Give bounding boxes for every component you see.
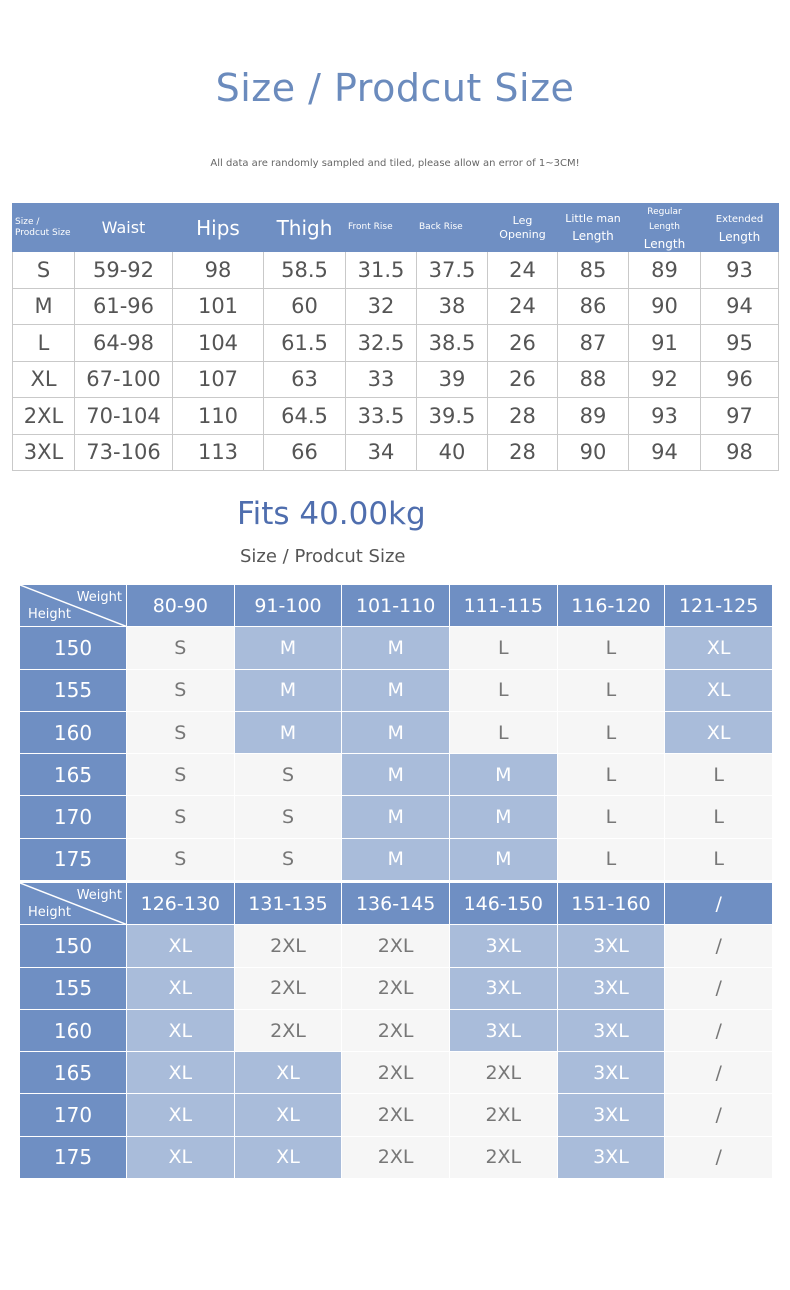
size-recommendation-cell: XL (127, 967, 235, 1009)
height-row (20, 1094, 773, 1136)
size-recommendation-cell: XL (234, 1052, 342, 1094)
size-recommendation-cell: S (234, 796, 342, 838)
weight-height-table-1 (19, 584, 773, 881)
size-recommendation-cell: 2XL (234, 967, 342, 1009)
size-value-cell: 94 (629, 434, 701, 471)
size-recommendation-cell: 2XL (342, 925, 450, 967)
weight-range-header: 80-90 (127, 585, 235, 627)
size-value-cell: 61-96 (75, 288, 173, 325)
header-waist: Waist (75, 204, 173, 252)
size-recommendation-cell: 3XL (449, 1009, 557, 1051)
size-value-cell: 89 (629, 252, 701, 289)
measurement-note: All data are randomly sampled and tiled, please allow an error of 1~3CM! (210, 158, 580, 169)
height-cell: 165 (20, 754, 127, 796)
size-value-cell: 104 (173, 325, 264, 362)
weight-range-header: 121-125 (665, 585, 773, 627)
size-value-cell: 92 (629, 361, 701, 398)
size-recommendation-cell: 2XL (342, 1052, 450, 1094)
size-value-cell: 39 (417, 361, 488, 398)
weight-range-header: / (665, 883, 773, 925)
size-label-cell: 2XL (13, 398, 75, 435)
size-recommendation-cell: / (665, 1094, 773, 1136)
size-value-cell: 101 (173, 288, 264, 325)
size-recommendation-cell: M (449, 754, 557, 796)
size-value-cell: 93 (629, 398, 701, 435)
size-value-cell: 85 (558, 252, 629, 289)
height-row (20, 711, 773, 753)
size-recommendation-cell: 2XL (342, 967, 450, 1009)
height-cell: 175 (20, 838, 127, 880)
size-value-cell: 98 (173, 252, 264, 289)
size-recommendation-cell: 3XL (449, 967, 557, 1009)
weight-range-header: 101-110 (342, 585, 450, 627)
size-value-cell: 90 (629, 288, 701, 325)
height-label: Height (28, 607, 71, 623)
weight-range-header: 151-160 (557, 883, 665, 925)
height-row (20, 838, 773, 880)
size-value-cell: 107 (173, 361, 264, 398)
size-recommendation-cell: S (234, 838, 342, 880)
height-cell: 155 (20, 669, 127, 711)
size-label-cell: L (13, 325, 75, 362)
height-cell: 150 (20, 925, 127, 967)
size-recommendation-cell: S (234, 754, 342, 796)
size-recommendation-cell: L (557, 838, 665, 880)
size-value-cell: 96 (701, 361, 779, 398)
weight-range-header: 111-115 (449, 585, 557, 627)
weight-height-corner (20, 883, 127, 925)
size-recommendation-cell: 3XL (557, 1094, 665, 1136)
size-value-cell: 93 (701, 252, 779, 289)
size-label-cell: XL (13, 361, 75, 398)
size-recommendation-cell: 2XL (342, 1136, 450, 1178)
size-row (13, 361, 779, 398)
size-recommendation-cell: M (449, 838, 557, 880)
size-recommendation-cell: M (342, 754, 450, 796)
height-row (20, 1052, 773, 1094)
size-recommendation-cell: L (449, 711, 557, 753)
size-label-cell: M (13, 288, 75, 325)
weight-range-header: 146-150 (449, 883, 557, 925)
height-row (20, 1009, 773, 1051)
header-little-man-length (558, 204, 629, 252)
fits-subtitle: Size / Prodcut Size (240, 546, 406, 567)
size-value-cell: 31.5 (346, 252, 417, 289)
size-recommendation-cell: S (127, 838, 235, 880)
size-recommendation-cell: L (665, 838, 773, 880)
size-value-cell: 97 (701, 398, 779, 435)
size-recommendation-cell: / (665, 1136, 773, 1178)
size-value-cell: 66 (264, 434, 346, 471)
height-cell: 170 (20, 796, 127, 838)
size-recommendation-cell: L (557, 627, 665, 669)
size-value-cell: 64-98 (75, 325, 173, 362)
size-recommendation-cell: XL (127, 1009, 235, 1051)
size-chart-table (12, 203, 779, 471)
size-recommendation-cell: L (557, 754, 665, 796)
size-recommendation-cell: XL (127, 1136, 235, 1178)
size-recommendation-cell: / (665, 1052, 773, 1094)
size-recommendation-cell: 3XL (557, 1136, 665, 1178)
height-row (20, 754, 773, 796)
header-back-rise: Back Rise (417, 204, 488, 252)
size-recommendation-cell: 3XL (449, 925, 557, 967)
weight-range-header: 136-145 (342, 883, 450, 925)
header-regular-length (629, 204, 701, 252)
size-recommendation-cell: M (449, 796, 557, 838)
size-value-cell: 26 (488, 361, 558, 398)
extended-length-label: Length (718, 229, 761, 244)
size-recommendation-cell: XL (665, 711, 773, 753)
header-size: Size / Prodcut Size (13, 204, 75, 252)
size-recommendation-cell: 2XL (234, 925, 342, 967)
size-row (13, 398, 779, 435)
size-value-cell: 39.5 (417, 398, 488, 435)
size-recommendation-cell: L (449, 669, 557, 711)
regular-length-label: Length (643, 237, 686, 251)
header-extended-length (701, 204, 779, 252)
size-recommendation-cell: L (665, 796, 773, 838)
size-recommendation-cell: M (234, 627, 342, 669)
size-recommendation-cell: XL (234, 1094, 342, 1136)
weight-header-row (20, 585, 773, 627)
height-cell: 170 (20, 1094, 127, 1136)
size-value-cell: 33 (346, 361, 417, 398)
size-value-cell: 61.5 (264, 325, 346, 362)
size-recommendation-cell: XL (234, 1136, 342, 1178)
size-value-cell: 34 (346, 434, 417, 471)
size-value-cell: 73-106 (75, 434, 173, 471)
size-recommendation-cell: / (665, 1009, 773, 1051)
height-cell: 160 (20, 1009, 127, 1051)
size-recommendation-cell: M (342, 711, 450, 753)
size-recommendation-cell: 3XL (557, 967, 665, 1009)
size-value-cell: 32 (346, 288, 417, 325)
height-cell: 160 (20, 711, 127, 753)
size-value-cell: 89 (558, 398, 629, 435)
size-value-cell: 98 (701, 434, 779, 471)
height-row (20, 627, 773, 669)
size-value-cell: 88 (558, 361, 629, 398)
height-row (20, 967, 773, 1009)
weight-label: Weight (76, 590, 122, 605)
header-leg-opening: Leg Opening (488, 204, 558, 252)
weight-range-header: 126-130 (127, 883, 235, 925)
size-recommendation-cell: 2XL (449, 1052, 557, 1094)
size-value-cell: 59-92 (75, 252, 173, 289)
size-value-cell: 70-104 (75, 398, 173, 435)
size-row (13, 434, 779, 471)
size-recommendation-cell: XL (127, 925, 235, 967)
size-value-cell: 28 (488, 398, 558, 435)
height-cell: 155 (20, 967, 127, 1009)
header-thigh: Thigh (264, 204, 346, 252)
size-recommendation-cell: S (127, 711, 235, 753)
size-row (13, 252, 779, 289)
size-value-cell: 94 (701, 288, 779, 325)
weight-height-corner (20, 585, 127, 627)
size-label-cell: 3XL (13, 434, 75, 471)
size-value-cell: 32.5 (346, 325, 417, 362)
size-label-cell: S (13, 252, 75, 289)
size-value-cell: 86 (558, 288, 629, 325)
size-row (13, 325, 779, 362)
weight-range-header: 116-120 (557, 585, 665, 627)
size-value-cell: 38 (417, 288, 488, 325)
height-row (20, 796, 773, 838)
weight-range-header: 91-100 (234, 585, 342, 627)
size-recommendation-cell: M (234, 711, 342, 753)
size-value-cell: 24 (488, 252, 558, 289)
weight-range-header: 131-135 (234, 883, 342, 925)
size-recommendation-cell: L (557, 669, 665, 711)
weight-height-table-2 (19, 882, 773, 1179)
size-value-cell: 40 (417, 434, 488, 471)
regular-label: Regular Length (647, 207, 682, 232)
size-value-cell: 26 (488, 325, 558, 362)
fits-weight-title: Fits 40.00kg (237, 496, 426, 532)
size-recommendation-cell: L (557, 796, 665, 838)
header-hips: Hips (173, 204, 264, 252)
size-value-cell: 63 (264, 361, 346, 398)
size-recommendation-cell: 3XL (557, 925, 665, 967)
size-recommendation-cell: 2XL (342, 1009, 450, 1051)
height-row (20, 669, 773, 711)
size-value-cell: 58.5 (264, 252, 346, 289)
size-recommendation-cell: M (342, 669, 450, 711)
size-recommendation-cell: M (342, 838, 450, 880)
height-row (20, 925, 773, 967)
size-recommendation-cell: XL (127, 1052, 235, 1094)
size-value-cell: 37.5 (417, 252, 488, 289)
size-recommendation-cell: 2XL (342, 1094, 450, 1136)
page-title: Size / Prodcut Size (215, 66, 575, 110)
size-recommendation-cell: L (665, 754, 773, 796)
size-value-cell: 33.5 (346, 398, 417, 435)
size-value-cell: 95 (701, 325, 779, 362)
size-recommendation-cell: / (665, 925, 773, 967)
height-cell: 165 (20, 1052, 127, 1094)
size-recommendation-cell: XL (665, 669, 773, 711)
size-value-cell: 113 (173, 434, 264, 471)
size-recommendation-cell: 2XL (234, 1009, 342, 1051)
size-recommendation-cell: M (342, 796, 450, 838)
size-value-cell: 91 (629, 325, 701, 362)
height-cell: 175 (20, 1136, 127, 1178)
size-recommendation-cell: 2XL (449, 1136, 557, 1178)
size-value-cell: 110 (173, 398, 264, 435)
size-recommendation-cell: / (665, 967, 773, 1009)
size-recommendation-cell: L (557, 711, 665, 753)
size-recommendation-cell: S (127, 796, 235, 838)
size-recommendation-cell: L (449, 627, 557, 669)
size-value-cell: 24 (488, 288, 558, 325)
size-recommendation-cell: 3XL (557, 1052, 665, 1094)
size-value-cell: 64.5 (264, 398, 346, 435)
size-recommendation-cell: M (234, 669, 342, 711)
size-recommendation-cell: S (127, 627, 235, 669)
weight-label: Weight (76, 888, 122, 903)
size-value-cell: 87 (558, 325, 629, 362)
size-value-cell: 28 (488, 434, 558, 471)
weight-header-row (20, 883, 773, 925)
size-value-cell: 67-100 (75, 361, 173, 398)
size-table-header-row (13, 204, 779, 252)
height-label: Height (28, 905, 71, 921)
header-front-rise: Front Rise (346, 204, 417, 252)
size-value-cell: 38.5 (417, 325, 488, 362)
extended-label: Extended (715, 213, 764, 225)
size-recommendation-cell: XL (665, 627, 773, 669)
size-recommendation-cell: M (342, 627, 450, 669)
little-man-length-label: Length (572, 229, 614, 243)
size-recommendation-cell: 3XL (557, 1009, 665, 1051)
size-row (13, 288, 779, 325)
size-recommendation-cell: S (127, 669, 235, 711)
size-recommendation-cell: 2XL (449, 1094, 557, 1136)
little-man-label: Little man (565, 212, 621, 225)
height-cell: 150 (20, 627, 127, 669)
size-value-cell: 90 (558, 434, 629, 471)
height-row (20, 1136, 773, 1178)
size-recommendation-cell: XL (127, 1094, 235, 1136)
size-value-cell: 60 (264, 288, 346, 325)
size-recommendation-cell: S (127, 754, 235, 796)
